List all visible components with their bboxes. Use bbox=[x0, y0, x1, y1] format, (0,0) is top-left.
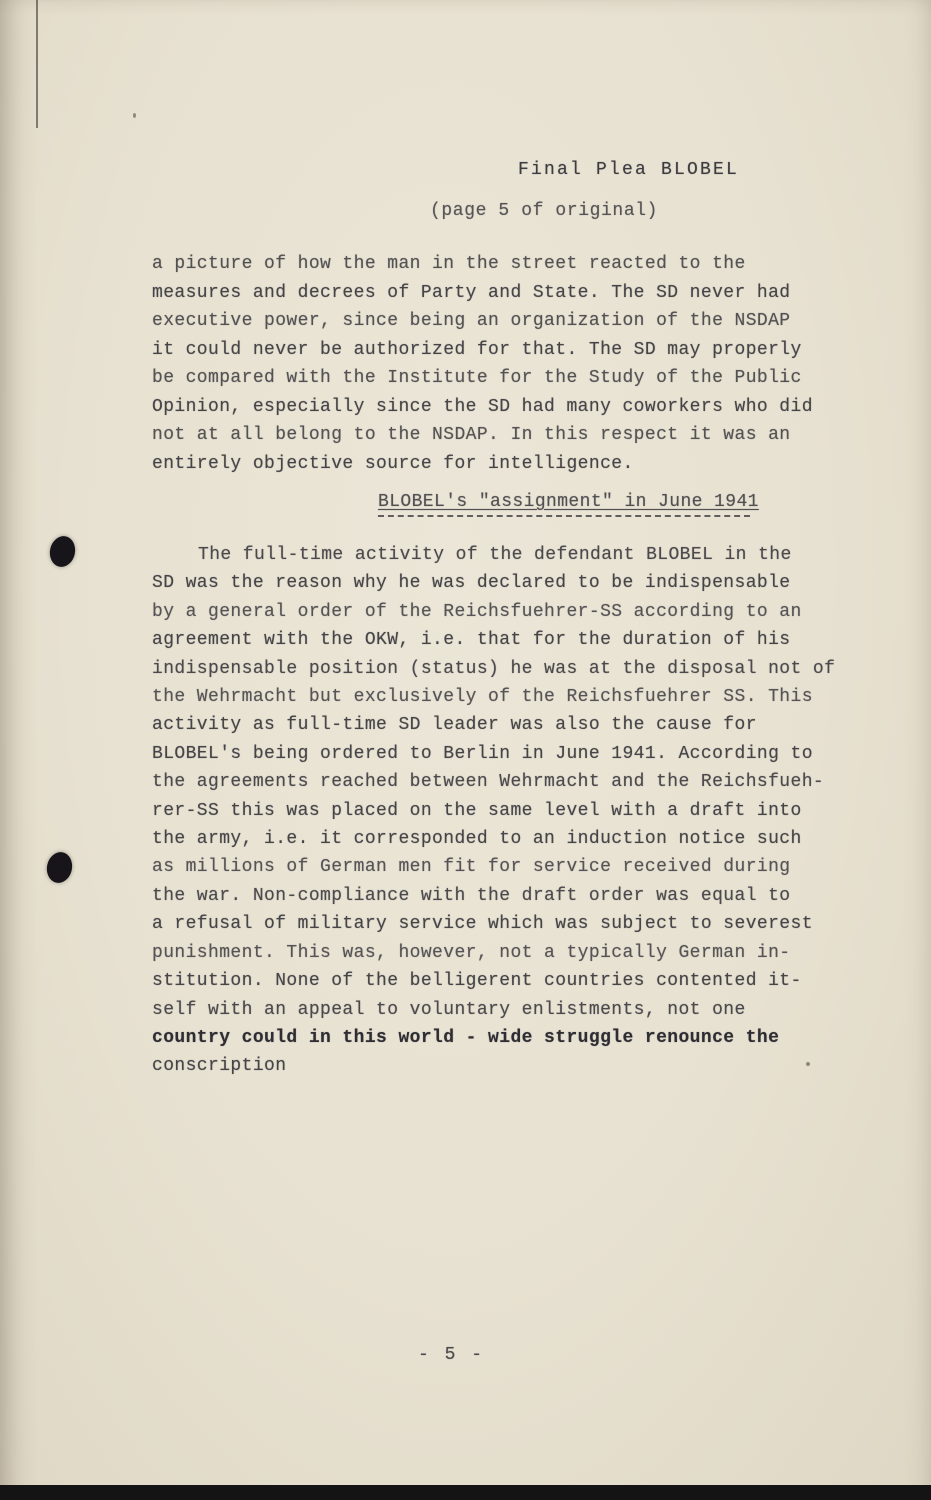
text-line: as millions of German men fit for service received during bbox=[152, 857, 791, 878]
text-line: punishment. This was, however, not a typically German in- bbox=[152, 942, 791, 963]
text-line: executive power, since being an organization of the NSDAP bbox=[152, 311, 791, 331]
text-line: it could never be authorized for that. The SD may properly bbox=[152, 339, 802, 360]
text-line: the agreements reached between Wehrmacht and the Reichsfueh- bbox=[152, 772, 825, 793]
text-line: conscription bbox=[152, 1056, 287, 1077]
punch-hole-bottom bbox=[44, 850, 75, 886]
paper-speck bbox=[133, 113, 136, 118]
text-line: rer-SS this was placed on the same level with a draft into bbox=[152, 800, 802, 821]
text-line: by a general order of the Reichsfuehrer-SS according to an bbox=[152, 601, 802, 622]
text-line: BLOBEL's being ordered to Berlin in June 1941. According to bbox=[152, 743, 813, 764]
text-line: SD was the reason why he was declared to be indispensable bbox=[152, 573, 791, 594]
paragraph-1 bbox=[152, 250, 813, 478]
text-line: agreement with the OKW, i.e. that for the duration of his bbox=[152, 630, 791, 651]
document-title: Final Plea BLOBEL bbox=[518, 160, 740, 180]
text-line: self with an appeal to voluntary enlistments, not one bbox=[152, 999, 746, 1020]
text-line: entirely objective source for intelligence. bbox=[152, 453, 634, 474]
text-line: Opinion, especially since the SD had many coworkers who did bbox=[152, 396, 813, 417]
text-line: a picture of how the man in the street reacted to the bbox=[152, 254, 746, 274]
text-line: country could in this world - wide struggle renounce the bbox=[152, 1027, 780, 1048]
text-line: the Wehrmacht but exclusively of the Reichsfuehrer SS. This bbox=[152, 687, 813, 708]
text-line: the army, i.e. it corresponded to an induction notice such bbox=[152, 829, 802, 850]
document-subtitle: (page 5 of original) bbox=[430, 201, 659, 221]
text-line: measures and decrees of Party and State. The SD never had bbox=[152, 282, 791, 303]
section-heading bbox=[378, 492, 759, 517]
text-line: the war. Non-compliance with the draft order was equal to bbox=[152, 885, 791, 906]
text-line: be compared with the Institute for the Study of the Public bbox=[152, 368, 802, 388]
paragraph-2 bbox=[152, 541, 835, 1081]
text-line: not at all belong to the NSDAP. In this respect it was an bbox=[152, 425, 791, 445]
text-line: activity as full-time SD leader was also the cause for bbox=[152, 715, 757, 736]
scan-edge-line bbox=[36, 0, 38, 128]
scan-bottom-bar bbox=[0, 1485, 931, 1500]
punch-hole-top bbox=[47, 534, 78, 570]
page-number: - 5 - bbox=[418, 1345, 485, 1365]
text-line: stitution. None of the belligerent countries contented it- bbox=[152, 971, 802, 992]
section-heading-text: BLOBEL's "assignment" in June 1941 bbox=[378, 492, 759, 512]
text-line: a refusal of military service which was subject to severest bbox=[152, 914, 813, 935]
text-line: indispensable position (status) he was at the disposal not of bbox=[152, 658, 836, 679]
text-line: The full-time activity of the defendant BLOBEL in the bbox=[198, 545, 792, 565]
